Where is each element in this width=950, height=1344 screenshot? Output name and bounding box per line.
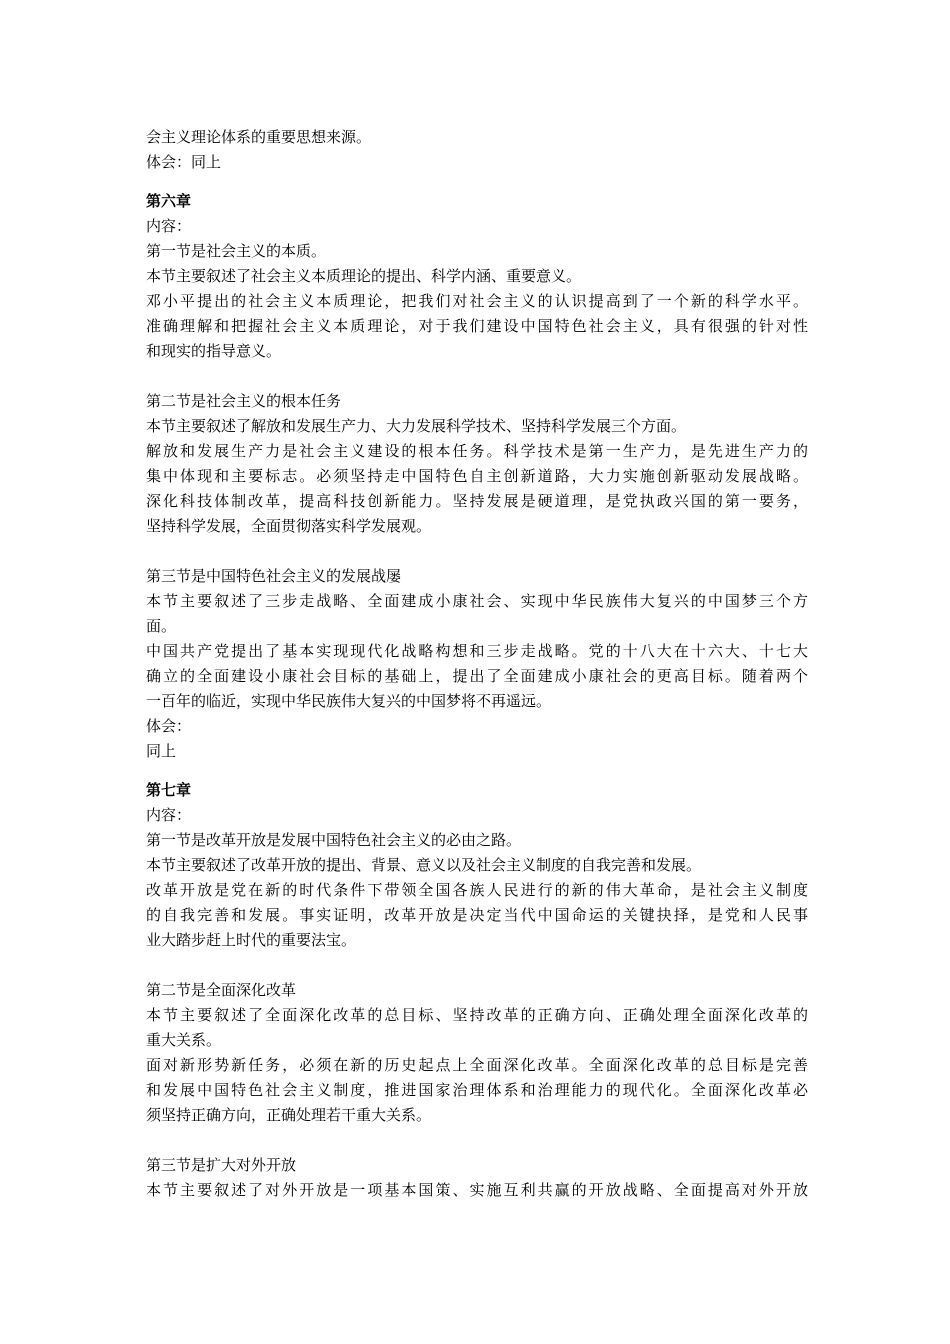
document-page xyxy=(146,125,808,1203)
section-summary: 面。 xyxy=(146,617,177,635)
text-line: 会主义理论体系的重要思想来源。 xyxy=(146,128,372,146)
paragraph-line: 和发展中国特色社会主义制度，推进国家治理体系和治理能力的现代化。全面深化改革必 xyxy=(146,1081,808,1099)
section-title: 第一节是改革开放是发展中国特色社会主义的必由之路。 xyxy=(146,831,522,849)
paragraph-line: 解放和发展生产力是社会主义建设的根本任务。科学技术是第一生产力，是先进生产力的 xyxy=(146,442,808,460)
paragraph-line: 集中体现和主要标志。必须坚持走中国特色自主创新道路，大力实施创新驱动发展战略。 xyxy=(146,467,808,485)
paragraph-line: 准确理解和把握社会主义本质理论，对于我们建设中国特色社会主义，具有很强的针对性 xyxy=(146,317,808,335)
section-summary: 本节主要叙述了改革开放的提出、背景、意义以及社会主义制度的自我完善和发展。 xyxy=(146,856,702,874)
section-summary: 本节主要叙述了全面深化改革的总目标、坚持改革的正确方向、正确处理全面深化改革的 xyxy=(146,1006,808,1024)
chapter-heading-7: 第七章 xyxy=(146,781,192,799)
section-summary: 本节主要叙述了解放和发展生产力、大力发展科学技术、坚持科学发展三个方面。 xyxy=(146,417,687,435)
section-summary: 本节主要叙述了社会主义本质理论的提出、科学内涵、重要意义。 xyxy=(146,267,582,285)
section-title: 第二节是社会主义的根本任务 xyxy=(146,392,342,410)
paragraph-line: 业大踏步赶上时代的重要法宝。 xyxy=(146,931,357,949)
paragraph-line: 改革开放是党在新的时代条件下带领全国各族人民进行的新的伟大革命，是社会主义制度 xyxy=(146,881,808,899)
chapter-heading-6: 第六章 xyxy=(146,192,192,210)
paragraph-line: 的自我完善和发展。事实证明，改革开放是决定当代中国命运的关键抉择，是党和人民事 xyxy=(146,906,808,924)
paragraph-line: 面对新形势新任务，必须在新的历史起点上全面深化改革。全面深化改革的总目标是完善 xyxy=(146,1056,808,1074)
reflection-text: 同上 xyxy=(146,742,177,760)
section-summary: 本节主要叙述了三步走战略、全面建成小康社会、实现中华民族伟大复兴的中国梦三个方 xyxy=(146,592,808,610)
paragraph-line: 坚持科学发展，全面贯彻落实科学发展观。 xyxy=(146,517,432,535)
paragraph-line: 中国共产党提出了基本实现现代化战略构想和三步走战略。党的十八大在十六大、十七大 xyxy=(146,642,808,660)
section-title: 第三节是扩大对外开放 xyxy=(146,1156,297,1174)
section-title: 第三节是中国特色社会主义的发展战屡 xyxy=(146,567,402,585)
section-summary: 重大关系。 xyxy=(146,1031,222,1049)
paragraph-line: 邓小平提出的社会主义本质理论，把我们对社会主义的认识提高到了一个新的科学水平。 xyxy=(146,292,808,310)
paragraph-line: 确立的全面建设小康社会目标的基础上，提出了全面建成小康社会的更高目标。随着两个 xyxy=(146,667,808,685)
paragraph-line: 和现实的指导意义。 xyxy=(146,342,282,360)
section-summary: 本节主要叙述了对外开放是一项基本国策、实施互利共赢的开放战略、全面提高对外开放 xyxy=(146,1181,808,1199)
paragraph-line: 一百年的临近，实现中华民族伟大复兴的中国梦将不再遥远。 xyxy=(146,692,552,710)
content-label: 内容： xyxy=(146,217,192,235)
text-line: 体会：同上 xyxy=(146,153,222,171)
section-title: 第二节是全面深化改革 xyxy=(146,981,297,999)
paragraph-line: 须坚持正确方向，正确处理若干重大关系。 xyxy=(146,1106,432,1124)
paragraph-line: 深化科技体制改革，提高科技创新能力。坚持发展是硬道理，是党执政兴国的第一要务， xyxy=(146,492,808,510)
content-label: 内容： xyxy=(146,806,192,824)
reflection-label: 体会： xyxy=(146,717,192,735)
section-title: 第一节是社会主义的本质。 xyxy=(146,242,327,260)
